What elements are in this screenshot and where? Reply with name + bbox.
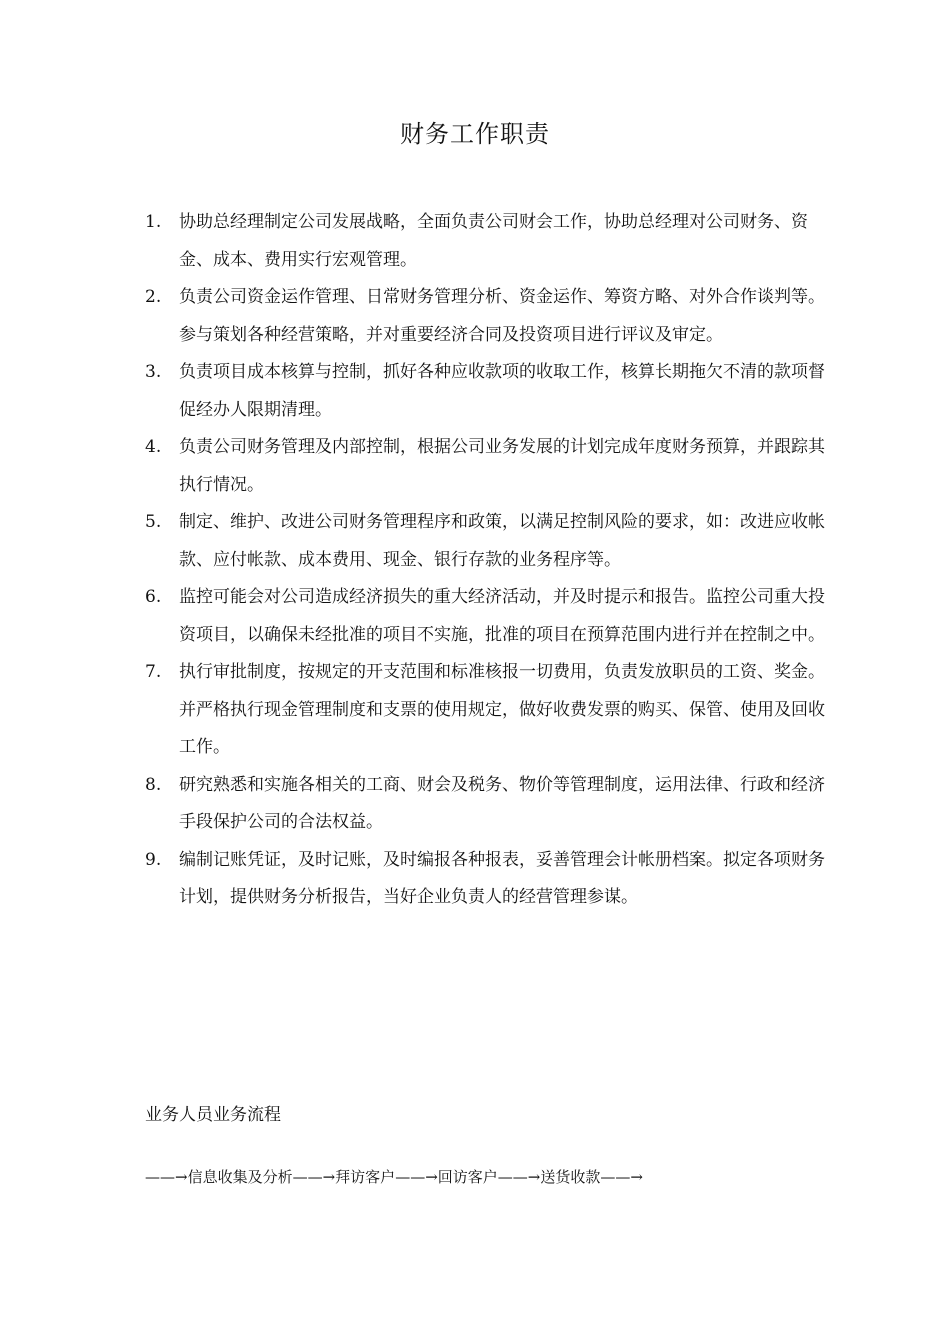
duty-number: 3.: [145, 362, 162, 382]
duty-text: 制定、维护、改进公司财务管理程序和政策，以满足控制风险的要求，如：改进应收帐款、应付帐款、成本费用、现金、银行存款的业务程序等。: [179, 512, 825, 570]
duty-item: [145, 204, 825, 279]
duty-number: 6.: [145, 587, 162, 607]
duty-text: 执行审批制度，按规定的开支范围和标准核报一切费用，负责发放职员的工资、奖金。并严格执行现金管理制度和支票的使用规定，做好收费发票的购买、保管、使用及回收工作。: [179, 662, 825, 757]
duty-text: 协助总经理制定公司发展战略，全面负责公司财会工作，协助总经理对公司财务、资金、成本、费用实行宏观管理。: [179, 212, 808, 270]
duty-text: 负责项目成本核算与控制，抓好各种应收款项的收取工作，核算长期拖欠不清的款项督促经办人限期清理。: [179, 362, 825, 420]
duty-number: 5.: [145, 512, 162, 532]
duty-item: [145, 279, 825, 354]
duty-item: [145, 842, 825, 917]
flow-step: 拜访客户: [335, 1168, 396, 1186]
duty-text: 负责公司财务管理及内部控制，根据公司业务发展的计划完成年度财务预算，并跟踪其执行情况。: [179, 437, 825, 495]
duties-list: [145, 204, 825, 917]
flow-step: 信息收集及分析: [187, 1168, 293, 1186]
flow-arrow: ——→: [145, 1168, 188, 1186]
duty-item: [145, 579, 825, 654]
flow-arrow: ——→: [600, 1168, 643, 1186]
duty-item: [145, 767, 825, 842]
flow-arrow: ——→: [497, 1168, 541, 1186]
document-title: 财务工作职责: [400, 120, 550, 148]
duty-text: 负责公司资金运作管理、日常财务管理分析、资金运作、筹资方略、对外合作谈判等。参与策划各种经营策略，并对重要经济合同及投资项目进行评议及审定。: [179, 287, 825, 345]
duty-item: [145, 654, 825, 767]
flow-step: 回访客户: [437, 1168, 498, 1186]
duty-item: [145, 504, 825, 579]
workflow-chain: [145, 1164, 643, 1190]
duty-text: 研究熟悉和实施各相关的工商、财会及税务、物价等管理制度，运用法律、行政和经济手段保护公司的合法权益。: [179, 774, 825, 832]
flow-arrow: ——→: [395, 1168, 438, 1186]
duty-number: 4.: [145, 437, 162, 457]
flow-step: 送货收款: [540, 1168, 601, 1186]
duty-number: 9.: [145, 849, 162, 870]
duty-number: 1.: [145, 212, 162, 232]
duty-item: [145, 429, 825, 504]
flow-arrow: ——→: [292, 1168, 336, 1186]
workflow-title: 业务人员业务流程: [145, 1105, 281, 1125]
duty-text: 监控可能会对公司造成经济损失的重大经济活动，并及时提示和报告。监控公司重大投资项目，以确保未经批准的项目不实施，批准的项目在预算范围内进行并在控制之中。: [179, 587, 825, 645]
duty-number: 2.: [145, 287, 162, 307]
duty-number: 8.: [145, 774, 162, 795]
duty-item: [145, 354, 825, 429]
duty-number: 7.: [145, 662, 162, 682]
duty-text: 编制记账凭证，及时记账，及时编报各种报表，妥善管理会计帐册档案。拟定各项财务计划，提供财务分析报告，当好企业负责人的经营管理参谋。: [179, 849, 825, 907]
